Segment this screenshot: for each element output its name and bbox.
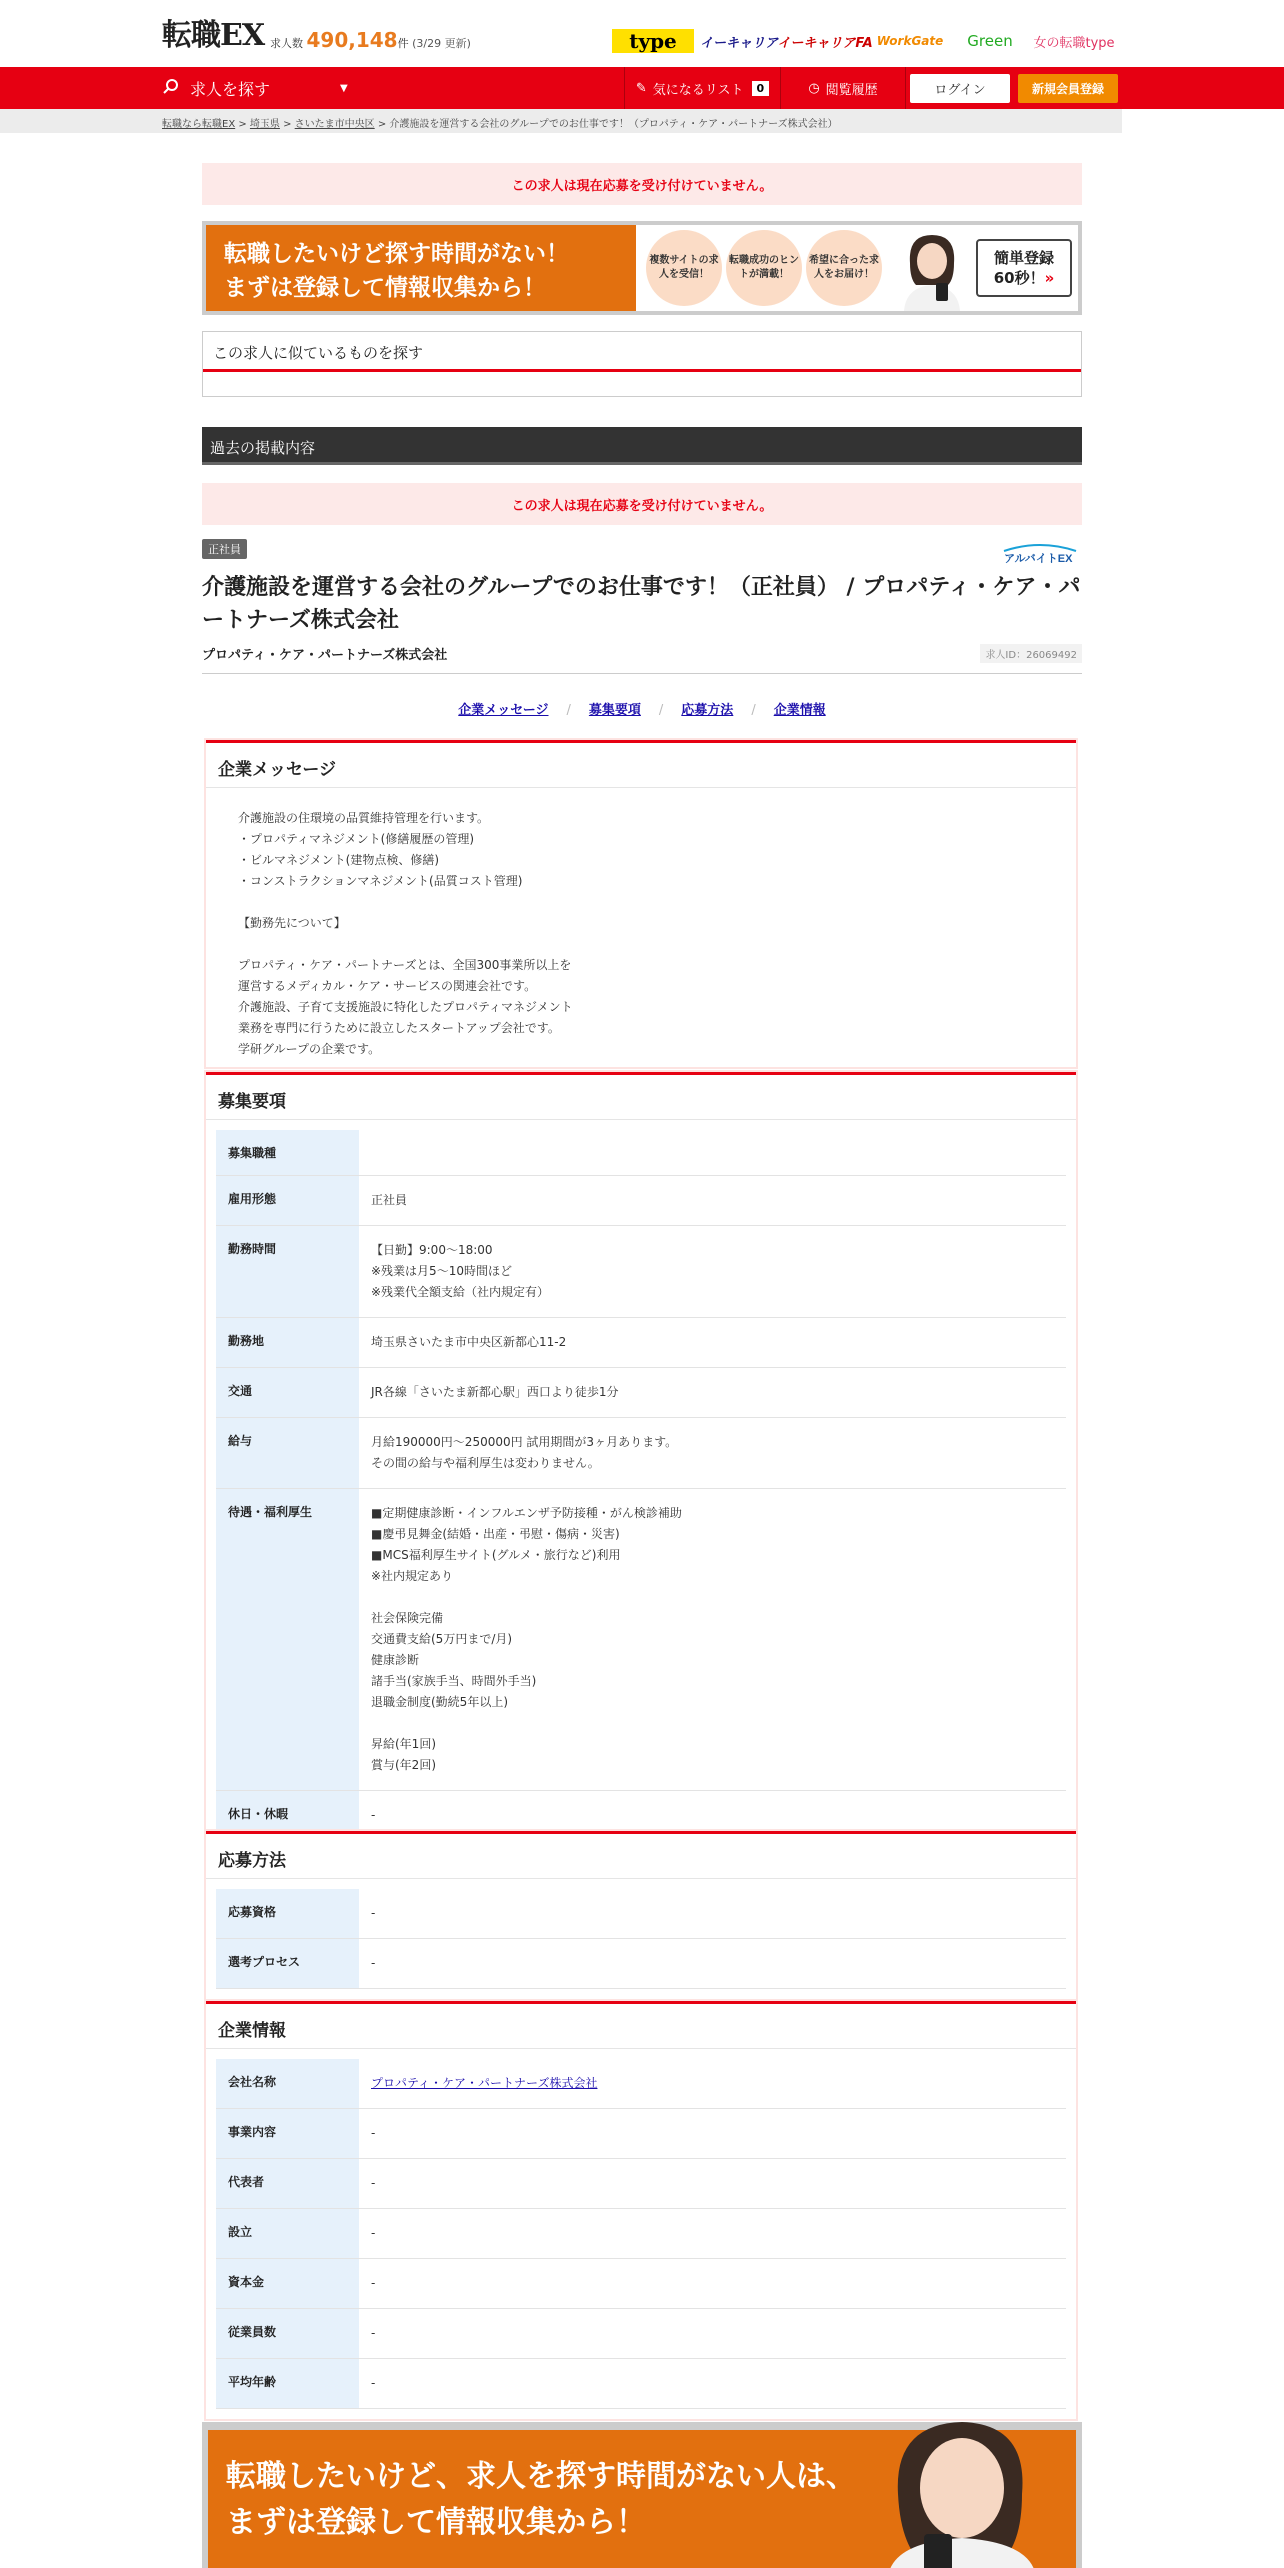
site-header xyxy=(0,0,1284,67)
partner-workgate-logo[interactable]: WorkGate xyxy=(876,34,944,48)
closed-notice-2: この求人は現在応募を受け付けていません。 xyxy=(202,483,1082,525)
banner-benefits-panel xyxy=(636,225,1078,311)
row-value: - xyxy=(371,2126,376,2140)
tab-company-info[interactable]: 企業情報 xyxy=(773,703,826,718)
woman-with-phone-illustration xyxy=(858,2414,1058,2568)
register-banner-bottom[interactable] xyxy=(202,2422,1082,2568)
row-label: 平均年齢 xyxy=(216,2359,359,2409)
row-value: - xyxy=(371,2276,376,2290)
banner-text xyxy=(224,237,569,305)
table-row xyxy=(216,1130,1066,1176)
similar-jobs-title: この求人に似ているものを探す xyxy=(203,332,1081,372)
partner-onna-type-logo[interactable]: 女の転職type xyxy=(1033,35,1115,51)
row-value: - xyxy=(371,2226,376,2240)
benefit-bubble-3: 希望に合った求人をお届け！ xyxy=(806,230,882,306)
table-row xyxy=(216,1889,1066,1939)
table-row xyxy=(216,2209,1066,2259)
table-row xyxy=(216,1176,1066,1226)
partner-ecareer-logo[interactable]: イーキャリア xyxy=(700,35,779,51)
job-count xyxy=(270,28,471,52)
row-value: - xyxy=(371,1808,376,1822)
table-row xyxy=(216,2359,1066,2409)
woman-with-phone-illustration xyxy=(896,229,966,311)
apply-method-title: 応募方法 xyxy=(206,1831,1076,1879)
banner-bottom-line-1: 転職したいけど、求人を探す時間がない人は、 xyxy=(226,2459,856,2494)
count-number: 490,148 xyxy=(306,28,398,52)
tab-requirements[interactable]: 募集要項 xyxy=(588,703,641,718)
breadcrumb-link-city[interactable]: さいたま市中央区 xyxy=(294,119,375,130)
logo-text: 転職EX xyxy=(162,18,265,53)
table-row xyxy=(216,2259,1066,2309)
row-label: 勤務地 xyxy=(216,1318,359,1368)
row-label: 設立 xyxy=(216,2209,359,2259)
row-value xyxy=(359,1130,1066,1176)
count-prefix: 求人数 xyxy=(270,37,303,50)
table-row xyxy=(216,2109,1066,2159)
quick-register-line-1: 簡単登録 xyxy=(993,249,1054,267)
row-value: - xyxy=(371,1906,376,1920)
benefit-bubble-1: 複数サイトの求人を受信！ xyxy=(646,230,722,306)
requirements-section xyxy=(204,1070,1078,1853)
nav-favorites-label: 気になるリスト xyxy=(652,82,744,98)
row-label: 応募資格 xyxy=(216,1889,359,1939)
tab-separator: / xyxy=(658,703,664,718)
apply-table xyxy=(216,1889,1066,1989)
partner-type-logo[interactable]: type xyxy=(612,29,694,53)
banner-bottom-text xyxy=(226,2454,856,2546)
company-name-link[interactable]: プロパティ・ケア・パートナーズ株式会社 xyxy=(371,2076,598,2090)
company-info-section xyxy=(204,1999,1078,2421)
nav-favorites[interactable] xyxy=(624,67,780,109)
register-button[interactable]: 新規会員登録 xyxy=(1018,74,1118,103)
row-value: - xyxy=(371,2176,376,2190)
job-company-name: プロパティ・ケア・パートナーズ株式会社 xyxy=(202,648,448,663)
search-icon xyxy=(162,78,180,98)
company-message-section xyxy=(204,738,1078,1069)
clock-icon: ◷ xyxy=(808,80,820,96)
arubaito-ex-logo xyxy=(1000,541,1080,567)
banner-bottom-inner xyxy=(208,2430,1076,2568)
table-row xyxy=(216,1418,1066,1489)
breadcrumb-link-prefecture[interactable]: 埼玉県 xyxy=(249,119,280,130)
site-logo[interactable] xyxy=(162,16,272,56)
row-label: 会社名称 xyxy=(216,2059,359,2109)
partner-ecareer-fa-logo[interactable]: イーキャリアFA xyxy=(777,35,873,51)
row-label: 休日・休暇 xyxy=(216,1791,359,1841)
table-row xyxy=(216,2059,1066,2109)
row-label: 資本金 xyxy=(216,2259,359,2309)
row-label: 募集職種 xyxy=(216,1130,359,1176)
quick-register-line-2: 60秒！ xyxy=(993,269,1045,287)
pin-icon: ✎ xyxy=(635,80,647,96)
row-label: 事業内容 xyxy=(216,2109,359,2159)
row-value: - xyxy=(371,2376,376,2390)
breadcrumb-current: 介護施設を運営する会社のグループでのお仕事です！（プロパティ・ケア・パートナーズ株式会社） xyxy=(389,119,838,130)
nav-history[interactable] xyxy=(780,67,906,109)
company-message-body: 介護施設の住環境の品質維持管理を行います。 ・プロパティマネジメント(修繕履歴の管理) ・ビルマネジメント(建物点検、修繕) ・コンストラクションマネジメント(品質コスト管理) 【勤務先について】 プロパティ・ケア・パートナーズとは、全国300事業所以上を 運営するメディカル・ケア・サービスの関連会社です。 介護施設、子育て支援施設に特化したプロパティマネジメント 業務を専門に行うために設立したスタートアップ会社です。 学研グループの企業です。 xyxy=(238,811,573,1056)
row-label: 代表者 xyxy=(216,2159,359,2209)
breadcrumb: 転職なら転職EX > 埼玉県 > さいたま市中央区 > 介護施設を運営する会社のグループでのお仕事です！（プロパティ・ケア・パートナーズ株式会社） xyxy=(162,119,838,130)
row-label: 待遇・福利厚生 xyxy=(216,1489,359,1791)
row-label: 選考プロセス xyxy=(216,1939,359,1989)
tab-separator: / xyxy=(751,703,756,718)
row-value: JR各線「さいたま新都心駅」西口より徒歩1分 xyxy=(371,1385,619,1399)
apply-method-section xyxy=(204,1829,1078,2001)
table-row xyxy=(216,1489,1066,1791)
job-title: 介護施設を運営する会社のグループでのお仕事です！（正社員） / プロパティ・ケア・パートナーズ株式会社 xyxy=(202,575,1081,633)
nav-job-search[interactable] xyxy=(162,67,622,109)
tab-apply-method[interactable]: 応募方法 xyxy=(681,703,734,718)
row-value: 【日勤】9:00～18:00 ※残業は月5～10時間ほど ※残業代全額支給（社内規定有） xyxy=(371,1243,550,1299)
banner-line-2: まずは登録して情報収集から！ xyxy=(224,275,546,301)
section-tabs xyxy=(202,699,1082,718)
partner-green-logo[interactable]: Green xyxy=(967,32,1013,50)
table-row xyxy=(216,1226,1066,1318)
row-value: - xyxy=(371,2326,376,2340)
table-row xyxy=(216,2159,1066,2209)
employment-type-tag: 正社員 xyxy=(202,539,247,559)
tab-company-message[interactable]: 企業メッセージ xyxy=(458,703,549,718)
double-chevron-right-icon: » xyxy=(1044,269,1055,287)
nav-search-label: 求人を探す xyxy=(190,79,271,99)
partner-logos xyxy=(612,28,1115,54)
requirements-title: 募集要項 xyxy=(206,1072,1076,1120)
quick-register-button[interactable] xyxy=(976,239,1072,297)
job-id: 求人ID：26069492 xyxy=(980,644,1082,663)
row-label: 勤務時間 xyxy=(216,1226,359,1318)
company-message-title: 企業メッセージ xyxy=(206,740,1076,788)
benefit-bubble-2: 転職成功のヒントが満載！ xyxy=(726,230,802,306)
company-info-table xyxy=(216,2059,1066,2409)
row-value: 月給190000円〜250000円 試用期間が3ヶ月あります。 その間の給与や福利厚生は変わりません。 xyxy=(371,1435,678,1470)
arubaito-ex-logo-text: アルバイトEX xyxy=(1004,553,1073,565)
main-navbar xyxy=(0,67,1284,109)
main-content xyxy=(202,163,1082,2390)
breadcrumb-link-top[interactable]: 転職なら転職EX xyxy=(162,119,236,130)
tab-separator: / xyxy=(566,703,571,718)
row-label: 給与 xyxy=(216,1418,359,1489)
similar-jobs-box xyxy=(202,331,1082,397)
table-row xyxy=(216,2309,1066,2359)
chevron-down-icon: ▼ xyxy=(340,82,348,94)
banner-line-1: 転職したいけど探す時間がない！ xyxy=(224,241,569,267)
closed-notice: この求人は現在応募を受け付けていません。 xyxy=(202,163,1082,205)
row-label: 雇用形態 xyxy=(216,1176,359,1226)
breadcrumb-bar xyxy=(0,109,1122,133)
row-value: 埼玉県さいたま市中央区新都心11-2 xyxy=(371,1335,567,1349)
requirements-table xyxy=(216,1130,1066,1841)
table-row xyxy=(216,1939,1066,1989)
row-label: 交通 xyxy=(216,1368,359,1418)
nav-history-label: 閲覧履歴 xyxy=(825,82,878,98)
row-label: 従業員数 xyxy=(216,2309,359,2359)
row-value: ■定期健康診断・インフルエンザ予防接種・がん検診補助 ■慶弔見舞金(結婚・出産・弔慰・傷病・災害) ■MCS福利厚生サイト(グルメ・旅行など)利用 ※社内規定あり 社会保険完備 交通費支給(5万円まで/月) 健康診断 諸手当(家族手当、時間外手当) 退職金制度(勤続5年以上) 昇給(年1回) 賞与(年2回) xyxy=(371,1506,682,1772)
company-info-title: 企業情報 xyxy=(206,2001,1076,2049)
table-row xyxy=(216,1368,1066,1418)
past-listing-header: 過去の掲載内容 xyxy=(202,427,1082,465)
row-value: 正社員 xyxy=(371,1193,408,1207)
title-divider xyxy=(202,673,1082,674)
count-updated: (3/29 更新) xyxy=(412,37,471,50)
register-banner-top[interactable] xyxy=(202,221,1082,315)
table-row xyxy=(216,1318,1066,1368)
favorites-count-badge: 0 xyxy=(752,81,770,96)
login-button[interactable]: ログイン xyxy=(910,74,1010,103)
row-value: - xyxy=(371,1956,376,1970)
count-suffix: 件 xyxy=(397,37,409,50)
banner-bottom-line-2: まずは登録して情報収集から！ xyxy=(226,2505,646,2540)
